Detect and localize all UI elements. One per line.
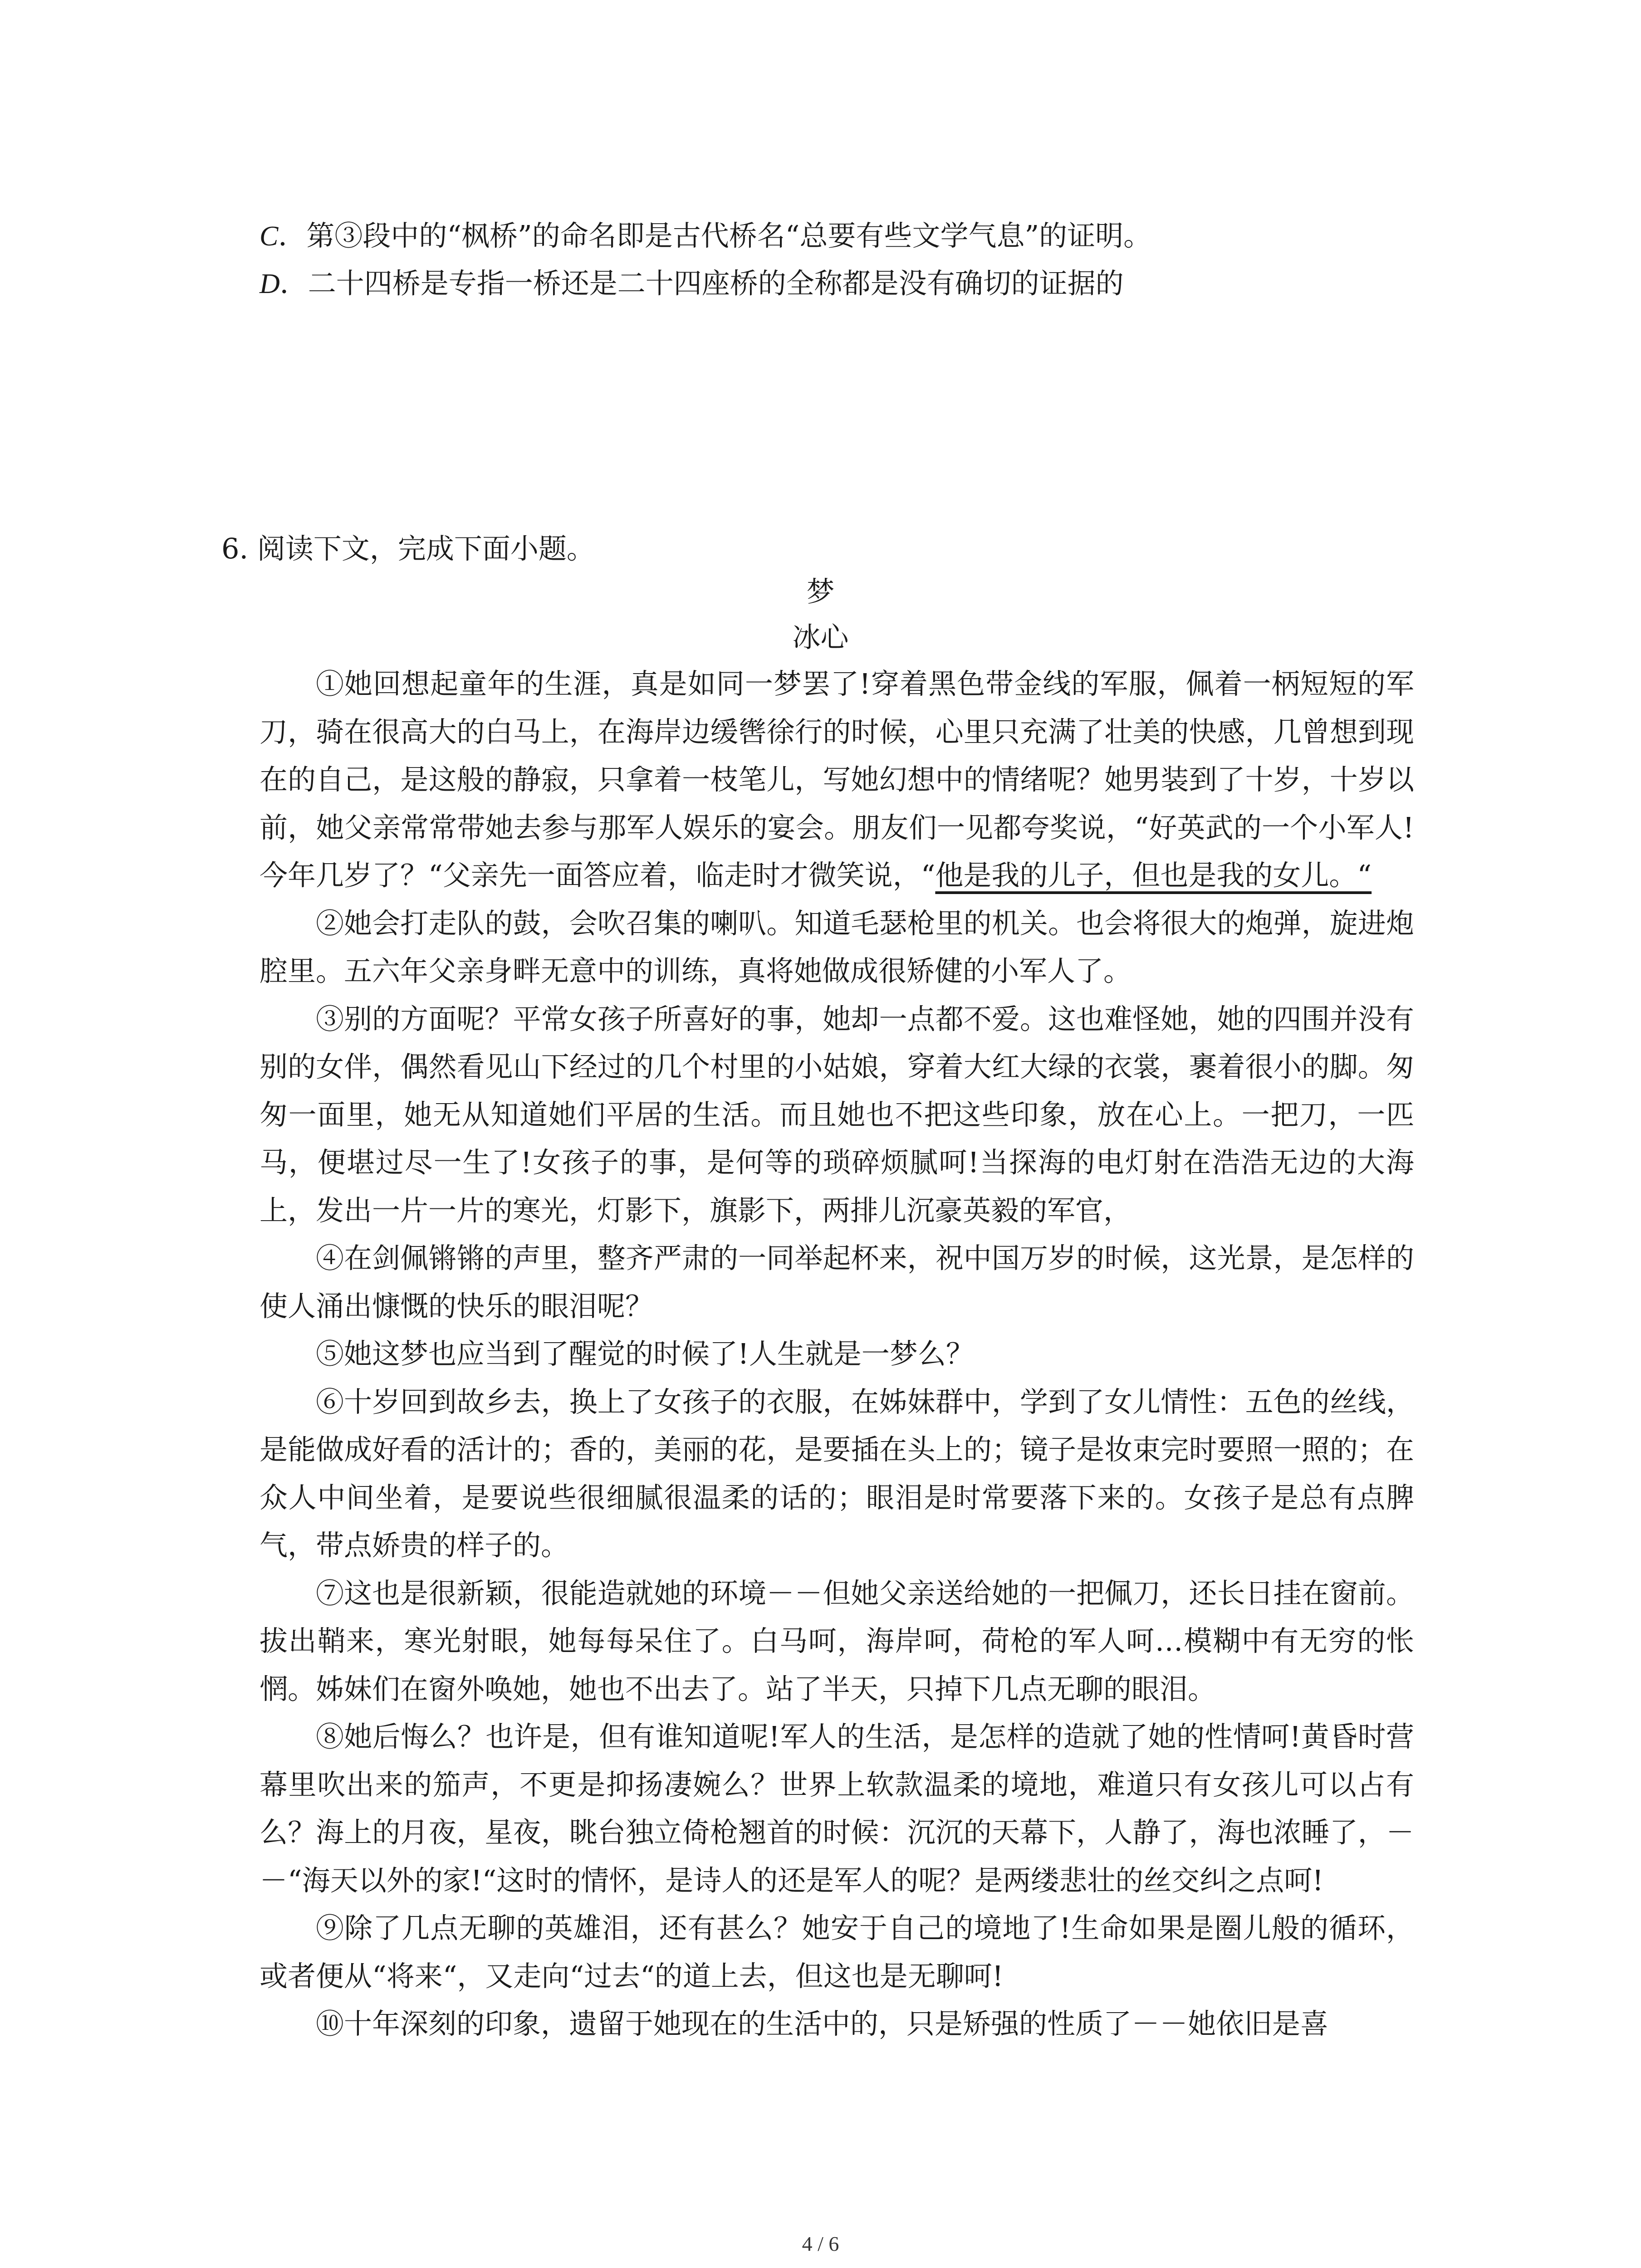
- paragraph-8: ⑧她后悔么？也许是，但有谁知道呢!军人的生活，是怎样的造就了她的性情呵!黄昏时营幕里吹出来的笳声，不更是抑扬凄婉么？世界上软款温柔的境地，难道只有女孩儿可以占有么？海上的月夜，星夜，眺台独立倚枪翘首的时候：沉沉的天幕下，人静了，海也浓睡了，－－“海天以外的家!“这时的情怀，是诗人的还是军人的呢？是两缕悲壮的丝交纠之点呵!: [260, 1720, 1414, 1897]
- underlined-sentence: 他是我的儿子，但也是我的女儿。“: [935, 859, 1372, 892]
- paragraph-1-text: ①她回想起童年的生涯，真是如同一梦罢了!穿着黑色带金线的军服，佩着一柄短短的军刀，骑在很高大的白马上，在海岸边缓辔徐行的时候，心里只充满了壮美的快感，几曾想到现在的自己，是这般的静寂，只拿着一枝笔儿，写她幻想中的情绪呢？她男装到了十岁，十岁以前，她父亲常常带她去参与那军人娱乐的宴会。朋友们一见都夸奖说，“好英武的一个小军人!今年几岁了？“父亲先一面答应着，临走时才微笑说，“: [260, 667, 1414, 892]
- question-heading: 6. 阅读下文，完成下面小题。: [221, 532, 595, 565]
- paragraph-7: ⑦这也是很新颖，很能造就她的环境－－但她父亲送给她的一把佩刀，还长日挂在窗前。拔出鞘来，寒光射眼，她每每呆住了。白马呵，海岸呵，荷枪的军人呵…模糊中有无穷的怅惘。姊妹们在窗外唤她，她也不出去了。站了半天，只掉下几点无聊的眼泪。: [260, 1576, 1414, 1706]
- option-c-text: ．第③段中的“枫桥”的命名即是古代桥名“总要有些文学气息”的证明。: [278, 219, 1152, 252]
- option-d-letter: D: [260, 269, 280, 299]
- option-c: [260, 213, 1151, 259]
- paragraph-1: [260, 660, 1414, 899]
- paragraph-2: ②她会打走队的鼓，会吹召集的喇叭。知道毛瑟枪里的机关。也会将很大的炮弹，旋进炮腔里。五六年父亲身畔无意中的训练，真将她做成很矫健的小军人了。: [260, 906, 1414, 987]
- paragraph-6: ⑥十岁回到故乡去，换上了女孩子的衣服，在姊妹群中，学到了女儿情性：五色的丝线，是能做成好看的活计的；香的，美丽的花，是要插在头上的；镜子是妆束完时要照一照的；在众人中间坐着，是要说些很细腻很温柔的话的；眼泪是时常要落下来的。女孩子是总有点脾气，带点娇贵的样子的。: [260, 1385, 1414, 1562]
- paragraph-5: ⑤她这梦也应当到了醒觉的时候了!人生就是一梦么？: [316, 1337, 974, 1370]
- paragraph-9: ⑨除了几点无聊的英雄泪，还有甚么？她安于自己的境地了!生命如果是圈儿般的循环，或者便从“将来“，又走向“过去“的道上去，但这也是无聊呵!: [260, 1911, 1414, 1993]
- option-d: [260, 261, 1124, 307]
- paragraph-3: ③别的方面呢？平常女孩子所喜好的事，她却一点都不爱。这也难怪她，她的四围并没有别的女伴，偶然看见山下经过的几个村里的小姑娘，穿着大红大绿的衣裳，裹着很小的脚。匆匆一面里，她无从知道她们平居的生活。而且她也不把这些印象，放在心上。一把刀，一匹马，便堪过尽一生了!女孩子的事，是何等的琐碎烦腻呵!当探海的电灯射在浩浩无边的大海上，发出一片一片的寒光，灯影下，旗影下，两排儿沉豪英毅的军官，: [260, 1002, 1414, 1227]
- article-author: 冰心: [792, 621, 849, 654]
- page-number: 4 / 6: [802, 2232, 839, 2255]
- option-c-letter: C: [260, 221, 279, 252]
- paragraph-10: ⑩十年深刻的印象，遗留于她现在的生活中的，只是矫强的性质了－－她依旧是喜: [316, 2007, 1329, 2040]
- article-title: 梦: [806, 575, 835, 608]
- article-body: [260, 660, 1414, 2048]
- option-d-text: ．二十四桥是专指一桥还是二十四座桥的全称都是没有确切的证据的: [279, 267, 1124, 300]
- paragraph-4: ④在剑佩锵锵的声里，整齐严肃的一同举起杯来，祝中国万岁的时候，这光景，是怎样的使人涌出慷慨的快乐的眼泪呢？: [260, 1242, 1414, 1323]
